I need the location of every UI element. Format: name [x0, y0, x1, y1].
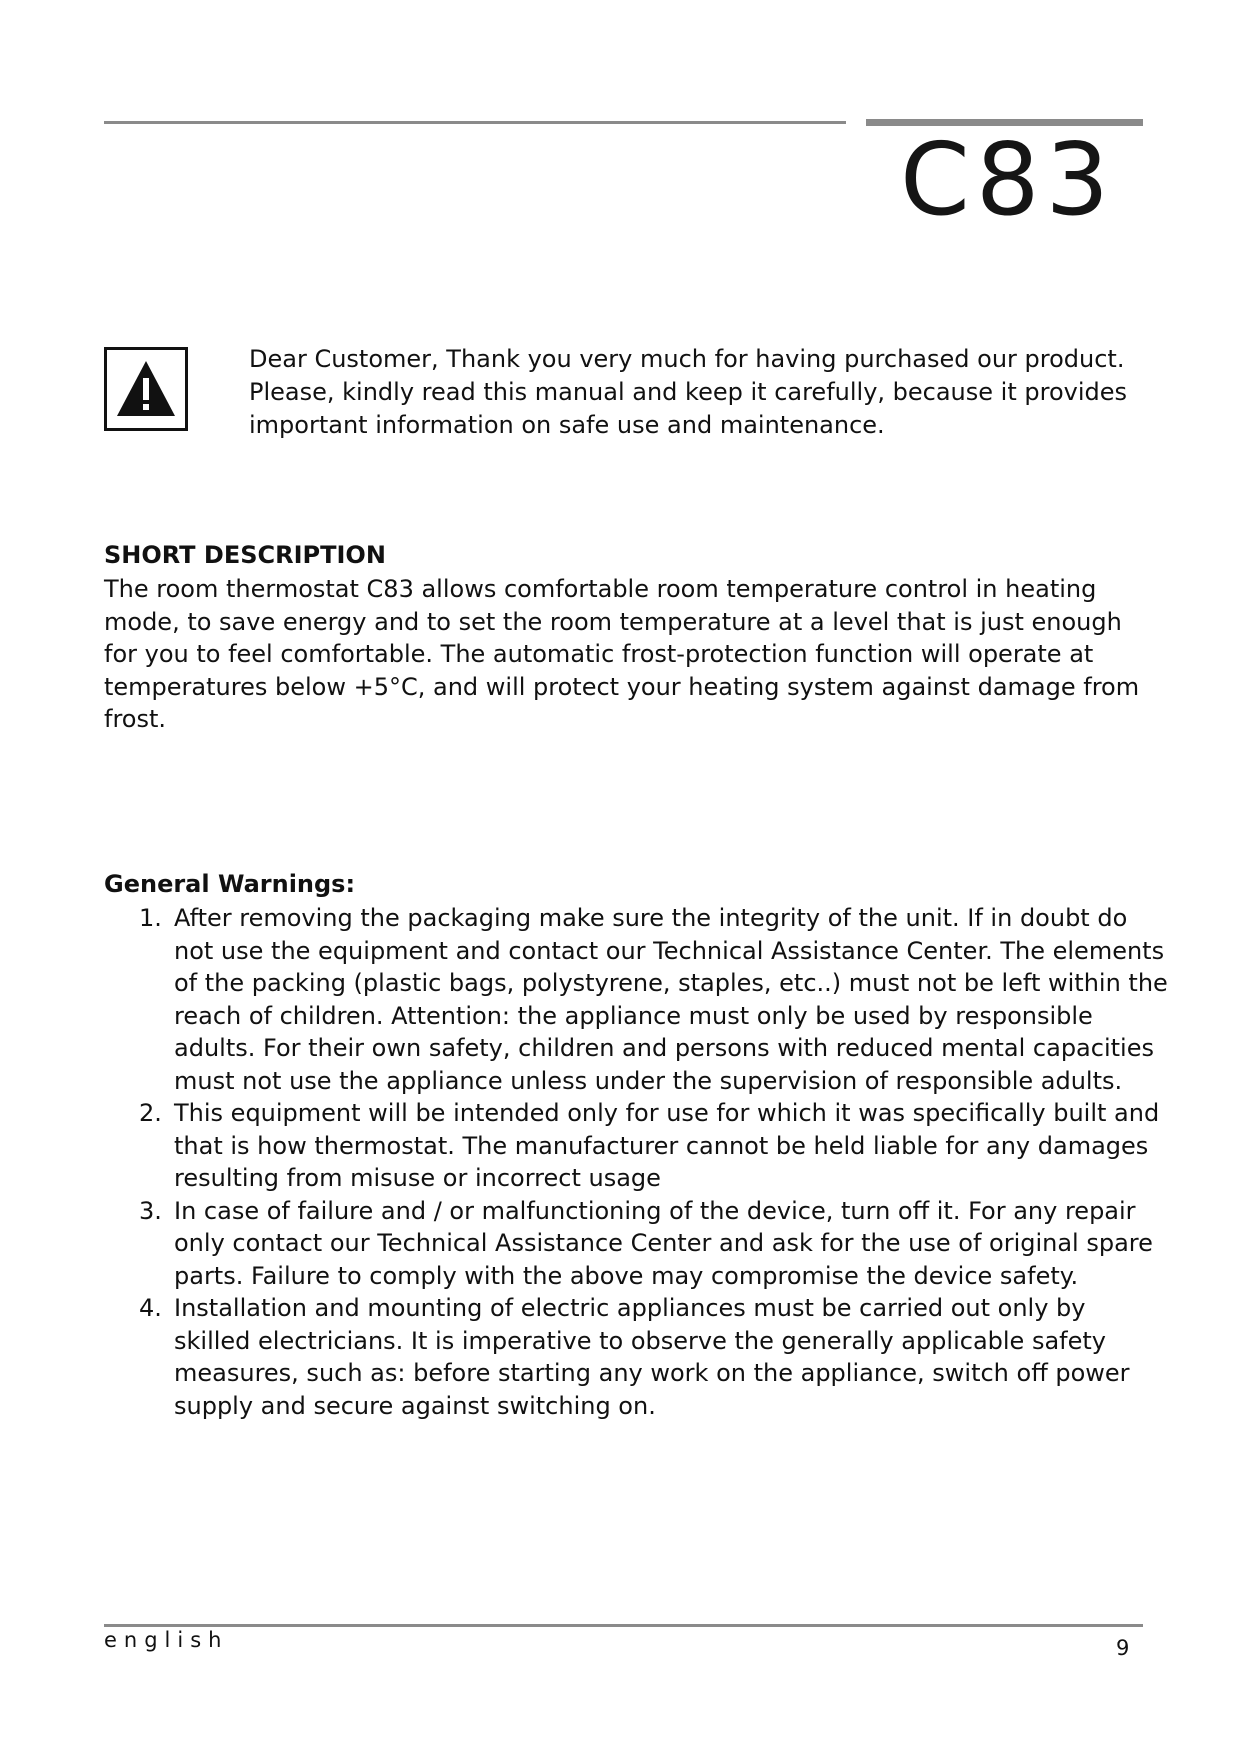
warnings-list — [104, 902, 1169, 1422]
intro-paragraph: Dear Customer, Thank you very much for having purchased our product. Please, kindly read this manual and keep it carefully, because it provides important information on safe use and maintenance. — [249, 345, 1128, 439]
footer-language: english — [104, 1628, 229, 1652]
warning-triangle-icon — [115, 358, 177, 420]
warning-text: In case of failure and / or malfunctioning of the device, turn off it. For any repair only contact our Technical Assistance Center and ask for the use of original spare parts. Failure to comply with the above may compromise the device safety. — [174, 1196, 1153, 1290]
warning-text: After removing the packaging make sure the integrity of the unit. If in doubt do not use the equipment and contact our Technical Assistance Center. The elements of the packing (plastic bags, polystyrene, staples, etc..) must not be left within the reach of children. Attention: the appliance must only be used by responsible adults. For their own safety, children and persons with reduced mental capacities must not use the appliance unless under the supervision of responsible adults. — [174, 904, 1168, 1095]
footer-rule — [104, 1624, 1143, 1627]
short-description-text: The room thermostat C83 allows comfortable room temperature control in heating mode, to save energy and to set the room temperature at a level that is just enough for you to feel comfortable. The automatic frost-protection function will operate at temperatures below +5°C, and will protect your heating system against damage from frost. — [104, 575, 1140, 733]
warning-item — [104, 1195, 1169, 1293]
short-description-heading: SHORT DESCRIPTION — [104, 541, 386, 569]
page-number: 9 — [1116, 1636, 1130, 1660]
warning-text: Installation and mounting of electric appliances must be carried out only by skilled electricians. It is imperative to observe the generally applicable safety measures, such as: before starting any work on the appliance, switch off power supply and secure against switching on. — [174, 1294, 1130, 1420]
warning-item — [104, 1292, 1169, 1422]
warning-number: 2. — [139, 1099, 162, 1127]
warning-icon — [104, 347, 188, 431]
warning-item — [104, 902, 1169, 1097]
warning-number: 4. — [139, 1294, 162, 1322]
warning-text: This equipment will be intended only for use for which it was specifically built and that is how thermostat. The manufacturer cannot be held liable for any damages resulting from misuse or incorrect usage — [174, 1099, 1160, 1192]
model-title: C83 — [900, 121, 1116, 238]
warning-number: 1. — [139, 904, 162, 932]
warning-number: 3. — [139, 1196, 162, 1225]
header-rule-left — [104, 121, 846, 124]
general-warnings-heading: General Warnings: — [104, 870, 356, 898]
warning-item — [104, 1097, 1169, 1195]
